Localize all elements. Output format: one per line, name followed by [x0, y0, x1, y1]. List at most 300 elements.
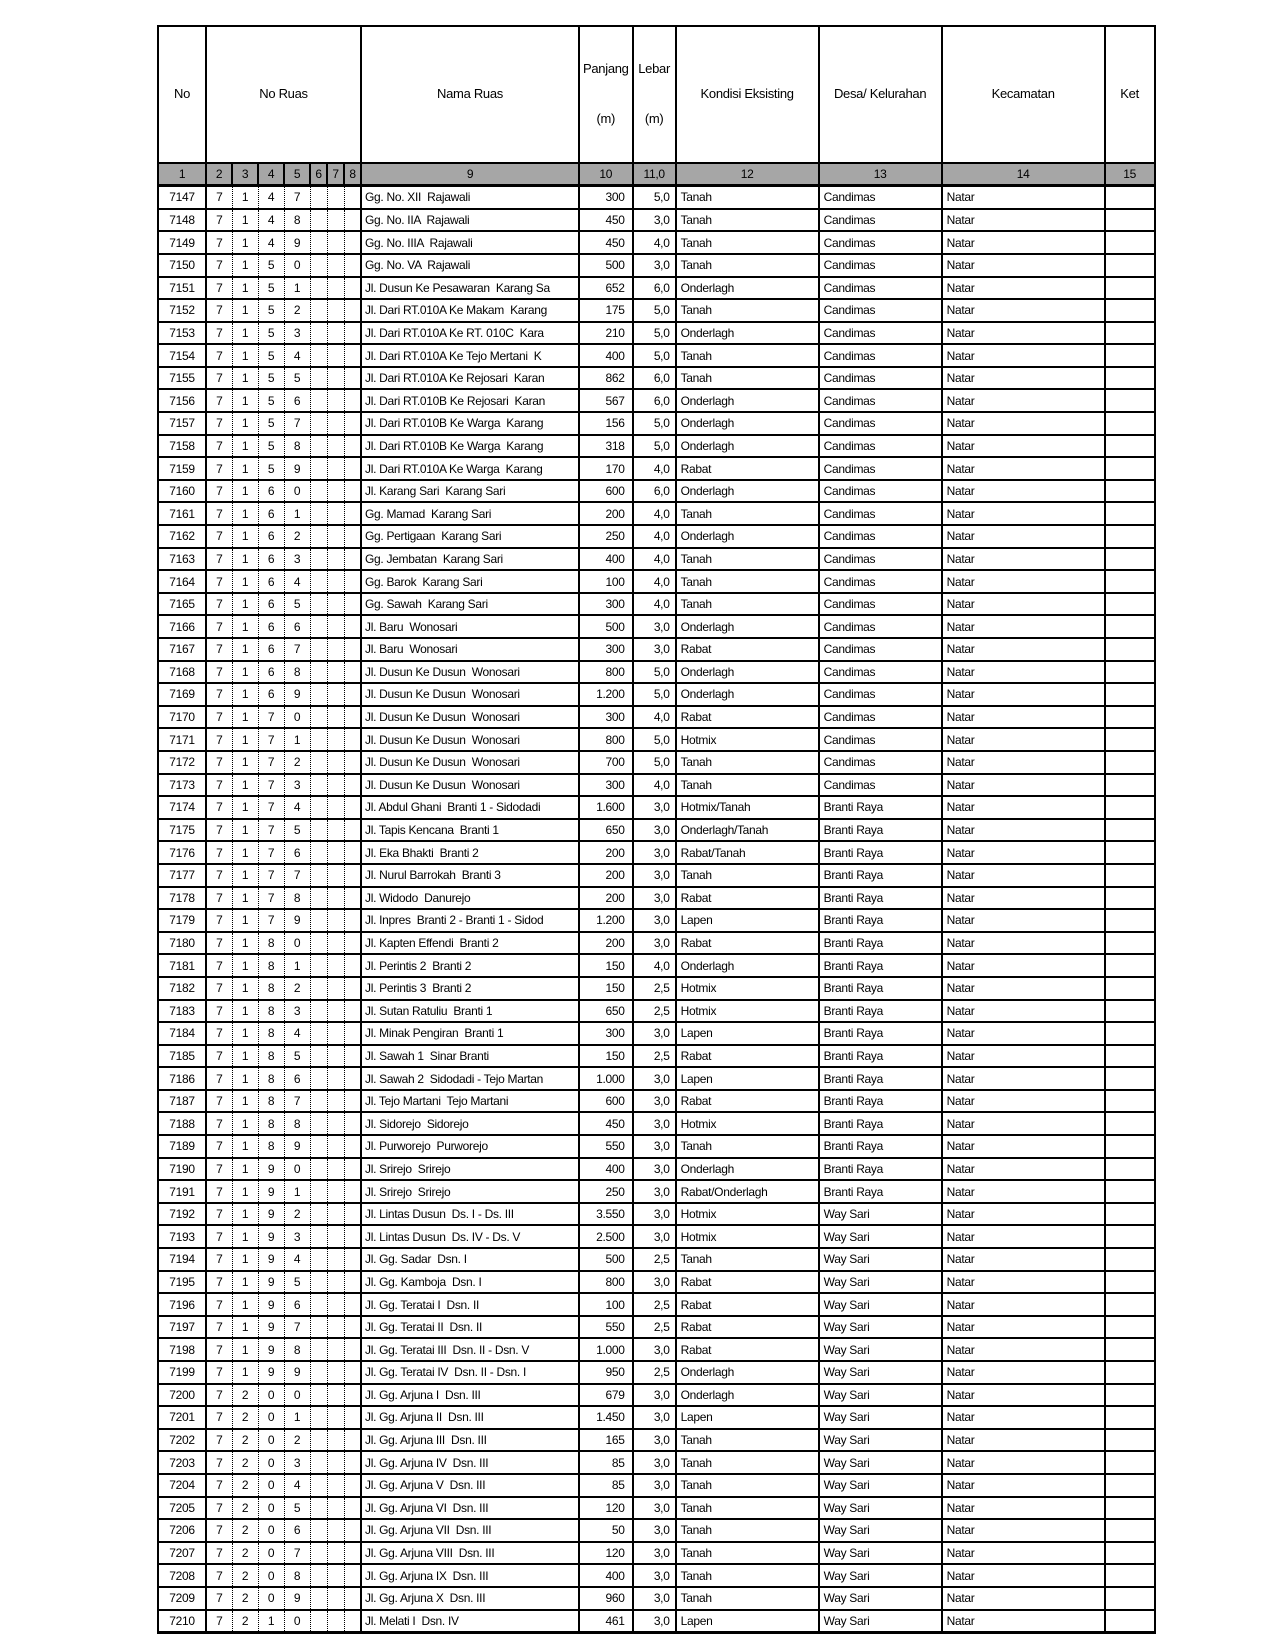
- cell-ruas-2: 7: [206, 1474, 232, 1497]
- index-desa-kelurahan: 13: [819, 163, 942, 186]
- cell-ruas-7: [327, 1203, 344, 1226]
- column-index-row: [158, 163, 1155, 186]
- cell-no: 7182: [158, 977, 206, 1000]
- cell-ruas-6: [310, 1451, 327, 1474]
- cell-ruas-6: [310, 1022, 327, 1045]
- cell-nama-ruas: Jl. Minak Pengiran Branti 1: [361, 1022, 579, 1045]
- cell-desa-kelurahan: Candimas: [819, 638, 942, 661]
- header-panjang-unit: (m): [596, 111, 616, 127]
- cell-ruas-6: [310, 186, 327, 209]
- cell-kecamatan: Natar: [942, 389, 1105, 412]
- table-row: [158, 1406, 1155, 1429]
- cell-no: 7164: [158, 570, 206, 593]
- cell-ruas-2: 7: [206, 1587, 232, 1610]
- cell-ruas-2: 7: [206, 774, 232, 797]
- cell-ruas-3: 1: [232, 706, 258, 729]
- cell-ruas-8: [344, 1384, 361, 1407]
- cell-ruas-8: [344, 1180, 361, 1203]
- cell-ket: [1105, 615, 1155, 638]
- cell-ruas-3: 2: [232, 1451, 258, 1474]
- cell-ruas-3: 1: [232, 412, 258, 435]
- cell-ruas-5: 8: [284, 1112, 310, 1135]
- cell-ruas-8: [344, 1361, 361, 1384]
- table-row: [158, 1497, 1155, 1520]
- cell-ruas-8: [344, 661, 361, 684]
- cell-ruas-5: 5: [284, 819, 310, 842]
- cell-kondisi-eksisting: Onderlagh/Tanah: [676, 819, 819, 842]
- cell-desa-kelurahan: Candimas: [819, 706, 942, 729]
- cell-ruas-5: 8: [284, 887, 310, 910]
- cell-ruas-3: 1: [232, 751, 258, 774]
- cell-ruas-4: 9: [258, 1158, 284, 1181]
- cell-ket: [1105, 1519, 1155, 1542]
- cell-desa-kelurahan: Candimas: [819, 277, 942, 300]
- cell-nama-ruas: Jl. Dusun Ke Dusun Wonosari: [361, 661, 579, 684]
- cell-kondisi-eksisting: Lapen: [676, 909, 819, 932]
- cell-desa-kelurahan: Branti Raya: [819, 1135, 942, 1158]
- cell-ruas-2: 7: [206, 593, 232, 616]
- cell-desa-kelurahan: Branti Raya: [819, 1022, 942, 1045]
- table-row: [158, 1112, 1155, 1135]
- cell-no: 7151: [158, 277, 206, 300]
- cell-desa-kelurahan: Candimas: [819, 344, 942, 367]
- cell-ruas-5: 1: [284, 728, 310, 751]
- header-nama-ruas: Nama Ruas: [361, 26, 579, 163]
- cell-kecamatan: Natar: [942, 751, 1105, 774]
- cell-desa-kelurahan: Candimas: [819, 457, 942, 480]
- cell-ruas-3: 1: [232, 1090, 258, 1113]
- cell-ruas-5: 4: [284, 1474, 310, 1497]
- cell-no: 7197: [158, 1316, 206, 1339]
- table-row: [158, 1519, 1155, 1542]
- cell-kondisi-eksisting: Hotmix: [676, 1203, 819, 1226]
- cell-desa-kelurahan: Way Sari: [819, 1564, 942, 1587]
- cell-panjang-m: 3.550: [579, 1203, 633, 1226]
- cell-ruas-7: [327, 593, 344, 616]
- cell-desa-kelurahan: Candimas: [819, 615, 942, 638]
- cell-kecamatan: Natar: [942, 954, 1105, 977]
- table-row: [158, 1203, 1155, 1226]
- cell-ruas-8: [344, 1000, 361, 1023]
- cell-ket: [1105, 909, 1155, 932]
- cell-ruas-3: 2: [232, 1474, 258, 1497]
- cell-ket: [1105, 1090, 1155, 1113]
- cell-desa-kelurahan: Candimas: [819, 661, 942, 684]
- cell-ruas-5: 9: [284, 1361, 310, 1384]
- cell-ruas-4: 8: [258, 977, 284, 1000]
- cell-ruas-7: [327, 435, 344, 458]
- cell-ruas-8: [344, 570, 361, 593]
- cell-ruas-5: 9: [284, 1587, 310, 1610]
- cell-ket: [1105, 254, 1155, 277]
- cell-lebar-m: 4,0: [633, 774, 676, 797]
- cell-ruas-5: 2: [284, 299, 310, 322]
- cell-no: 7149: [158, 231, 206, 254]
- cell-ruas-7: [327, 525, 344, 548]
- cell-kecamatan: Natar: [942, 570, 1105, 593]
- cell-ket: [1105, 1406, 1155, 1429]
- cell-ruas-3: 1: [232, 774, 258, 797]
- cell-nama-ruas: Jl. Perintis 2 Branti 2: [361, 954, 579, 977]
- cell-lebar-m: 3,0: [633, 1180, 676, 1203]
- cell-ruas-4: 6: [258, 480, 284, 503]
- cell-panjang-m: 450: [579, 209, 633, 232]
- cell-kondisi-eksisting: Tanah: [676, 1519, 819, 1542]
- cell-ruas-8: [344, 954, 361, 977]
- cell-ruas-3: 1: [232, 909, 258, 932]
- cell-kondisi-eksisting: Rabat: [676, 1338, 819, 1361]
- cell-ruas-2: 7: [206, 638, 232, 661]
- cell-nama-ruas: Jl. Eka Bhakti Branti 2: [361, 841, 579, 864]
- cell-ruas-7: [327, 389, 344, 412]
- cell-panjang-m: 400: [579, 344, 633, 367]
- cell-kondisi-eksisting: Tanah: [676, 864, 819, 887]
- cell-kecamatan: Natar: [942, 1384, 1105, 1407]
- cell-lebar-m: 3,0: [633, 841, 676, 864]
- cell-ruas-6: [310, 1384, 327, 1407]
- cell-kondisi-eksisting: Rabat: [676, 1271, 819, 1294]
- cell-desa-kelurahan: Branti Raya: [819, 1180, 942, 1203]
- cell-ruas-6: [310, 1203, 327, 1226]
- cell-kecamatan: Natar: [942, 819, 1105, 842]
- cell-ruas-8: [344, 502, 361, 525]
- table-row: [158, 1271, 1155, 1294]
- cell-ruas-2: 7: [206, 1542, 232, 1565]
- cell-ruas-7: [327, 909, 344, 932]
- table-row: [158, 1451, 1155, 1474]
- cell-kondisi-eksisting: Onderlagh: [676, 480, 819, 503]
- cell-ruas-4: 7: [258, 774, 284, 797]
- cell-ruas-6: [310, 209, 327, 232]
- table-row: [158, 1587, 1155, 1610]
- cell-panjang-m: 600: [579, 1090, 633, 1113]
- cell-panjang-m: 200: [579, 932, 633, 955]
- cell-lebar-m: 3,0: [633, 1090, 676, 1113]
- cell-desa-kelurahan: Candimas: [819, 751, 942, 774]
- cell-ruas-5: 9: [284, 1135, 310, 1158]
- cell-ruas-4: 0: [258, 1474, 284, 1497]
- cell-panjang-m: 500: [579, 615, 633, 638]
- cell-no: 7185: [158, 1045, 206, 1068]
- cell-ruas-7: [327, 1406, 344, 1429]
- cell-kondisi-eksisting: Onderlagh: [676, 1361, 819, 1384]
- cell-ruas-8: [344, 977, 361, 1000]
- cell-lebar-m: 6,0: [633, 389, 676, 412]
- cell-lebar-m: 3,0: [633, 1384, 676, 1407]
- header-lebar: [633, 26, 676, 163]
- cell-nama-ruas: Jl. Gg. Teratai II Dsn. II: [361, 1316, 579, 1339]
- index-kondisi-eksisting: 12: [676, 163, 819, 186]
- cell-ruas-4: 0: [258, 1429, 284, 1452]
- cell-ruas-8: [344, 841, 361, 864]
- cell-ruas-4: 6: [258, 661, 284, 684]
- cell-ruas-2: 7: [206, 1112, 232, 1135]
- cell-ruas-6: [310, 502, 327, 525]
- table-row: [158, 706, 1155, 729]
- cell-no: 7195: [158, 1271, 206, 1294]
- cell-ruas-7: [327, 502, 344, 525]
- cell-lebar-m: 5,0: [633, 683, 676, 706]
- cell-ruas-7: [327, 1519, 344, 1542]
- cell-kondisi-eksisting: Hotmix: [676, 1000, 819, 1023]
- cell-ruas-7: [327, 367, 344, 390]
- cell-nama-ruas: Jl. Baru Wonosari: [361, 615, 579, 638]
- cell-ket: [1105, 1000, 1155, 1023]
- cell-kecamatan: Natar: [942, 1225, 1105, 1248]
- index-panjang-m: 10: [579, 163, 633, 186]
- cell-panjang-m: 150: [579, 954, 633, 977]
- cell-desa-kelurahan: Candimas: [819, 322, 942, 345]
- cell-desa-kelurahan: Candimas: [819, 480, 942, 503]
- cell-ruas-4: 4: [258, 186, 284, 209]
- cell-lebar-m: 6,0: [633, 480, 676, 503]
- cell-ruas-2: 7: [206, 1180, 232, 1203]
- cell-ruas-4: 4: [258, 209, 284, 232]
- cell-ruas-2: 7: [206, 1497, 232, 1520]
- cell-ruas-8: [344, 525, 361, 548]
- cell-no: 7153: [158, 322, 206, 345]
- header-desa-kelurahan: Desa/ Kelurahan: [819, 26, 942, 163]
- cell-ruas-3: 1: [232, 367, 258, 390]
- cell-ket: [1105, 1045, 1155, 1068]
- cell-lebar-m: 5,0: [633, 186, 676, 209]
- cell-ruas-6: [310, 1135, 327, 1158]
- table-row: [158, 1067, 1155, 1090]
- cell-desa-kelurahan: Way Sari: [819, 1497, 942, 1520]
- cell-desa-kelurahan: Candimas: [819, 231, 942, 254]
- cell-ruas-3: 1: [232, 932, 258, 955]
- cell-ruas-6: [310, 231, 327, 254]
- cell-ruas-5: 9: [284, 457, 310, 480]
- cell-panjang-m: 300: [579, 1022, 633, 1045]
- cell-ruas-4: 8: [258, 954, 284, 977]
- cell-no: 7158: [158, 435, 206, 458]
- cell-no: 7162: [158, 525, 206, 548]
- cell-ket: [1105, 1271, 1155, 1294]
- cell-no: 7194: [158, 1248, 206, 1271]
- cell-ruas-3: 1: [232, 819, 258, 842]
- cell-no: 7155: [158, 367, 206, 390]
- cell-desa-kelurahan: Way Sari: [819, 1361, 942, 1384]
- table-row: [158, 1045, 1155, 1068]
- cell-ruas-5: 7: [284, 864, 310, 887]
- cell-lebar-m: 4,0: [633, 593, 676, 616]
- cell-no: 7192: [158, 1203, 206, 1226]
- cell-nama-ruas: Jl. Tejo Martani Tejo Martani: [361, 1090, 579, 1113]
- cell-kondisi-eksisting: Tanah: [676, 186, 819, 209]
- cell-ruas-6: [310, 457, 327, 480]
- index-kecamatan: 14: [942, 163, 1105, 186]
- cell-ruas-4: 9: [258, 1338, 284, 1361]
- cell-ruas-3: 2: [232, 1587, 258, 1610]
- cell-lebar-m: 3,0: [633, 1451, 676, 1474]
- cell-ruas-3: 1: [232, 231, 258, 254]
- cell-ruas-8: [344, 1022, 361, 1045]
- cell-ruas-5: 7: [284, 1542, 310, 1565]
- cell-ruas-2: 7: [206, 412, 232, 435]
- cell-ruas-8: [344, 1587, 361, 1610]
- cell-kondisi-eksisting: Onderlagh: [676, 1384, 819, 1407]
- cell-lebar-m: 3,0: [633, 1406, 676, 1429]
- cell-ket: [1105, 1451, 1155, 1474]
- cell-no: 7175: [158, 819, 206, 842]
- cell-ruas-8: [344, 887, 361, 910]
- cell-lebar-m: 6,0: [633, 367, 676, 390]
- cell-desa-kelurahan: Branti Raya: [819, 1045, 942, 1068]
- cell-desa-kelurahan: Candimas: [819, 299, 942, 322]
- cell-ruas-4: 7: [258, 751, 284, 774]
- cell-ruas-4: 0: [258, 1542, 284, 1565]
- cell-desa-kelurahan: Way Sari: [819, 1248, 942, 1271]
- cell-kondisi-eksisting: Tanah: [676, 299, 819, 322]
- cell-nama-ruas: Jl. Gg. Arjuna IV Dsn. III: [361, 1451, 579, 1474]
- table-row: [158, 322, 1155, 345]
- cell-ket: [1105, 1474, 1155, 1497]
- cell-lebar-m: 3,0: [633, 1158, 676, 1181]
- cell-ruas-3: 1: [232, 661, 258, 684]
- cell-ruas-8: [344, 186, 361, 209]
- cell-panjang-m: 1.200: [579, 909, 633, 932]
- cell-ruas-4: 5: [258, 344, 284, 367]
- cell-ruas-8: [344, 1451, 361, 1474]
- cell-panjang-m: 200: [579, 887, 633, 910]
- table-row: [158, 1000, 1155, 1023]
- cell-ruas-4: 8: [258, 1135, 284, 1158]
- cell-ruas-4: 7: [258, 796, 284, 819]
- cell-ruas-8: [344, 774, 361, 797]
- cell-ruas-4: 0: [258, 1564, 284, 1587]
- cell-desa-kelurahan: Candimas: [819, 412, 942, 435]
- cell-kecamatan: Natar: [942, 1067, 1105, 1090]
- cell-lebar-m: 5,0: [633, 435, 676, 458]
- cell-ruas-7: [327, 1474, 344, 1497]
- cell-ruas-8: [344, 819, 361, 842]
- table-row: [158, 344, 1155, 367]
- cell-panjang-m: 500: [579, 254, 633, 277]
- cell-ruas-4: 5: [258, 367, 284, 390]
- cell-ruas-3: 1: [232, 615, 258, 638]
- cell-kondisi-eksisting: Hotmix/Tanah: [676, 796, 819, 819]
- cell-ruas-3: 1: [232, 1045, 258, 1068]
- cell-ruas-7: [327, 1000, 344, 1023]
- cell-ruas-7: [327, 186, 344, 209]
- cell-ruas-5: 0: [284, 1610, 310, 1633]
- cell-ket: [1105, 932, 1155, 955]
- cell-nama-ruas: Gg. No. XII Rajawali: [361, 186, 579, 209]
- cell-ruas-6: [310, 1045, 327, 1068]
- cell-ruas-5: 7: [284, 1316, 310, 1339]
- cell-ruas-8: [344, 1248, 361, 1271]
- cell-ruas-2: 7: [206, 570, 232, 593]
- cell-ruas-8: [344, 277, 361, 300]
- index-ruas-5: 5: [284, 163, 310, 186]
- cell-desa-kelurahan: Way Sari: [819, 1384, 942, 1407]
- cell-ruas-3: 1: [232, 1180, 258, 1203]
- cell-ruas-6: [310, 1519, 327, 1542]
- table-row: [158, 1293, 1155, 1316]
- cell-ruas-5: 3: [284, 1000, 310, 1023]
- cell-panjang-m: 450: [579, 1112, 633, 1135]
- header-kondisi-eksisting: Kondisi Eksisting: [676, 26, 819, 163]
- table-row: [158, 1180, 1155, 1203]
- cell-ruas-6: [310, 796, 327, 819]
- cell-kondisi-eksisting: Tanah: [676, 1542, 819, 1565]
- cell-lebar-m: 5,0: [633, 299, 676, 322]
- cell-panjang-m: 800: [579, 661, 633, 684]
- cell-desa-kelurahan: Way Sari: [819, 1519, 942, 1542]
- cell-ruas-5: 1: [284, 277, 310, 300]
- cell-kecamatan: Natar: [942, 344, 1105, 367]
- cell-ruas-5: 9: [284, 909, 310, 932]
- cell-ruas-6: [310, 299, 327, 322]
- cell-no: 7199: [158, 1361, 206, 1384]
- cell-panjang-m: 567: [579, 389, 633, 412]
- cell-ruas-2: 7: [206, 277, 232, 300]
- cell-ruas-5: 5: [284, 1045, 310, 1068]
- cell-desa-kelurahan: Branti Raya: [819, 864, 942, 887]
- table-row: [158, 1361, 1155, 1384]
- cell-ruas-7: [327, 1158, 344, 1181]
- cell-nama-ruas: Jl. Nurul Barrokah Branti 3: [361, 864, 579, 887]
- cell-desa-kelurahan: Candimas: [819, 254, 942, 277]
- cell-ruas-2: 7: [206, 887, 232, 910]
- cell-ruas-4: 8: [258, 932, 284, 955]
- cell-panjang-m: 550: [579, 1135, 633, 1158]
- cell-kondisi-eksisting: Rabat: [676, 638, 819, 661]
- cell-ruas-5: 0: [284, 254, 310, 277]
- cell-panjang-m: 100: [579, 570, 633, 593]
- cell-nama-ruas: Jl. Abdul Ghani Branti 1 - Sidodadi: [361, 796, 579, 819]
- cell-ruas-6: [310, 1000, 327, 1023]
- cell-kondisi-eksisting: Tanah: [676, 1451, 819, 1474]
- cell-no: 7190: [158, 1158, 206, 1181]
- cell-ruas-3: 2: [232, 1564, 258, 1587]
- cell-lebar-m: 3,0: [633, 864, 676, 887]
- cell-ruas-6: [310, 774, 327, 797]
- cell-ruas-5: 7: [284, 412, 310, 435]
- cell-ruas-5: 4: [284, 796, 310, 819]
- cell-kondisi-eksisting: Tanah: [676, 231, 819, 254]
- cell-kecamatan: Natar: [942, 1158, 1105, 1181]
- cell-kecamatan: Natar: [942, 683, 1105, 706]
- cell-panjang-m: 318: [579, 435, 633, 458]
- cell-ruas-3: 1: [232, 1316, 258, 1339]
- cell-ruas-8: [344, 1045, 361, 1068]
- table-row: [158, 277, 1155, 300]
- cell-ruas-5: 2: [284, 1203, 310, 1226]
- cell-ruas-6: [310, 1361, 327, 1384]
- table-row: [158, 1610, 1155, 1633]
- cell-ruas-6: [310, 751, 327, 774]
- cell-ruas-6: [310, 1090, 327, 1113]
- cell-ruas-5: 8: [284, 209, 310, 232]
- cell-kecamatan: Natar: [942, 1316, 1105, 1339]
- cell-kondisi-eksisting: Tanah: [676, 1587, 819, 1610]
- cell-ruas-7: [327, 1248, 344, 1271]
- cell-ruas-7: [327, 1045, 344, 1068]
- index-no: 1: [158, 163, 206, 186]
- cell-nama-ruas: Jl. Baru Wonosari: [361, 638, 579, 661]
- cell-ruas-8: [344, 1112, 361, 1135]
- cell-panjang-m: 250: [579, 525, 633, 548]
- cell-ruas-6: [310, 570, 327, 593]
- table-row: [158, 977, 1155, 1000]
- cell-ruas-7: [327, 254, 344, 277]
- cell-kecamatan: Natar: [942, 1564, 1105, 1587]
- cell-ruas-4: 0: [258, 1451, 284, 1474]
- cell-ruas-3: 2: [232, 1497, 258, 1520]
- cell-ruas-8: [344, 1293, 361, 1316]
